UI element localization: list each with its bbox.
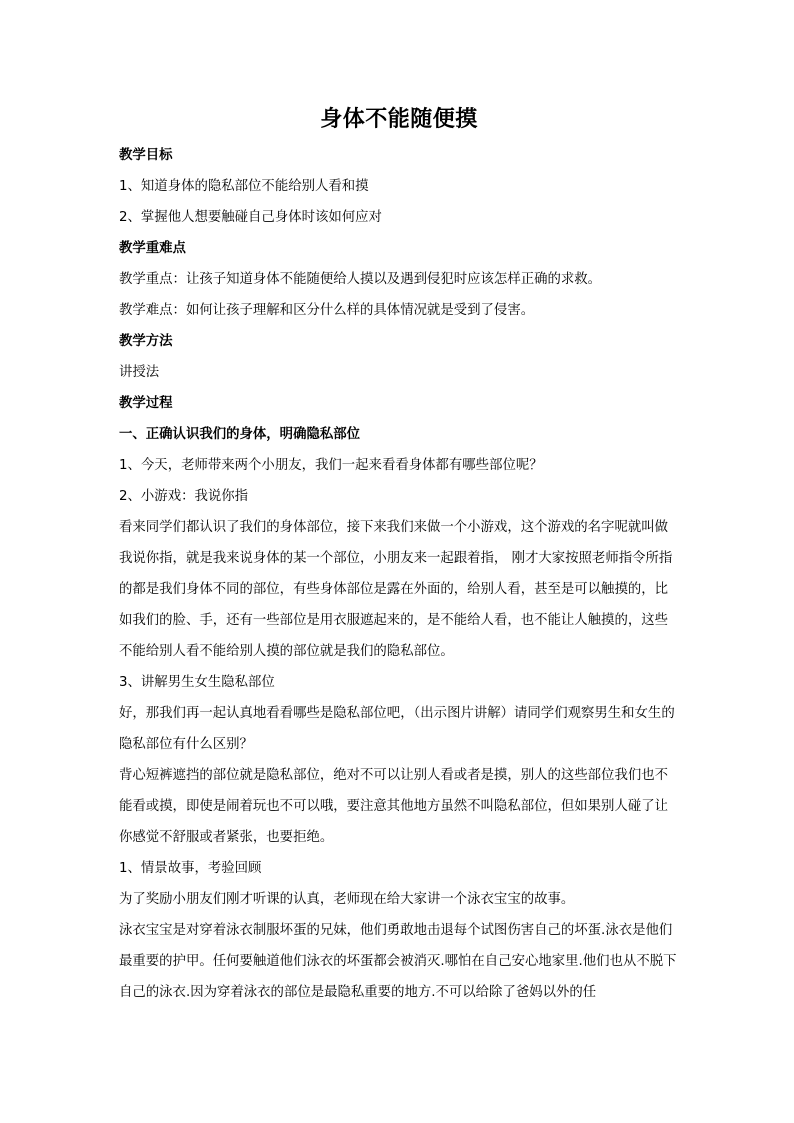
section-heading: 教学过程: [119, 396, 173, 411]
document-body: [119, 100, 679, 1008]
paragraph: 教学难点：如何让孩子理解和区分什么样的具体情况就是受到了侵害。: [119, 303, 535, 318]
paragraph: 为了奖励小朋友们刚才听课的认真，老师现在给大家讲一个泳衣宝宝的故事。: [119, 892, 575, 907]
paragraph: 背心短裤遮挡的部位就是隐私部位，绝对不可以让别人看或者是摸，别人的这些部位我们也不能看或摸，即使是闹着玩也不可以哦，要注意其他地方虽然不叫隐私部位，但如果别人碰了让你感觉不舒服或者紧张，也要拒绝。: [119, 768, 669, 845]
paragraph: 1、知道身体的隐私部位不能给别人看和摸: [119, 179, 369, 194]
paragraph: 2、小游戏：我说你指: [119, 489, 249, 504]
section-heading: 教学重难点: [119, 241, 186, 256]
section-heading: 教学方法: [119, 334, 173, 349]
document-title: 身体不能随便摸: [320, 107, 478, 132]
paragraph: 好，那我们再一起认真地看看哪些是隐私部位吧，（出示图片讲解）请同学们观察男生和女生的隐私部位有什么区别？: [119, 706, 675, 752]
paragraph: 教学重点：让孩子知道身体不能随便给人摸以及遇到侵犯时应该怎样正确的求救。: [119, 272, 602, 287]
document-blocks: [119, 140, 679, 1008]
paragraph: 看来同学们都认识了我们的身体部位，接下来我们来做一个小游戏，这个游戏的名字呢就叫做我说你指，就是我来说身体的某一个部位，小朋友来一起跟着指， 刚才大家按照老师指令所指的都是我们身体不同的部位，有些身体部位是露在外面的，给别人看，甚至是可以触摸的，比如我们的脸、手，还有一些部位是用衣服遮起来的，是不能给人看，也不能让人触摸的，这些不能给别人看不能给别人摸的部位就是我们的隐私部位。: [119, 520, 673, 659]
paragraph: 3、讲解男生女生隐私部位: [119, 675, 275, 690]
paragraph: 讲授法: [119, 365, 160, 380]
section-heading: 教学目标: [119, 148, 173, 163]
paragraph: 泳衣宝宝是对穿着泳衣制服坏蛋的兄妹，他们勇敢地击退每个试图伤害自己的坏蛋.泳衣是他们最重要的护甲。任何要触道他们泳衣的坏蛋都会被消灭.哪怕在自己安心地家里.他们也从不脱下自己的泳衣.因为穿着泳衣的部位是最隐私重要的地方.不可以给除了爸妈以外的任: [119, 923, 677, 1000]
paragraph: 1、情景故事，考验回顾: [119, 861, 262, 876]
section-heading: 一、正确认识我们的身体，明确隐私部位: [119, 427, 361, 442]
paragraph: 2、掌握他人想要触碰自己身体时该如何应对: [119, 210, 382, 225]
paragraph: 1、今天，老师带来两个小朋友，我们一起来看看身体都有哪些部位呢？: [119, 458, 543, 473]
